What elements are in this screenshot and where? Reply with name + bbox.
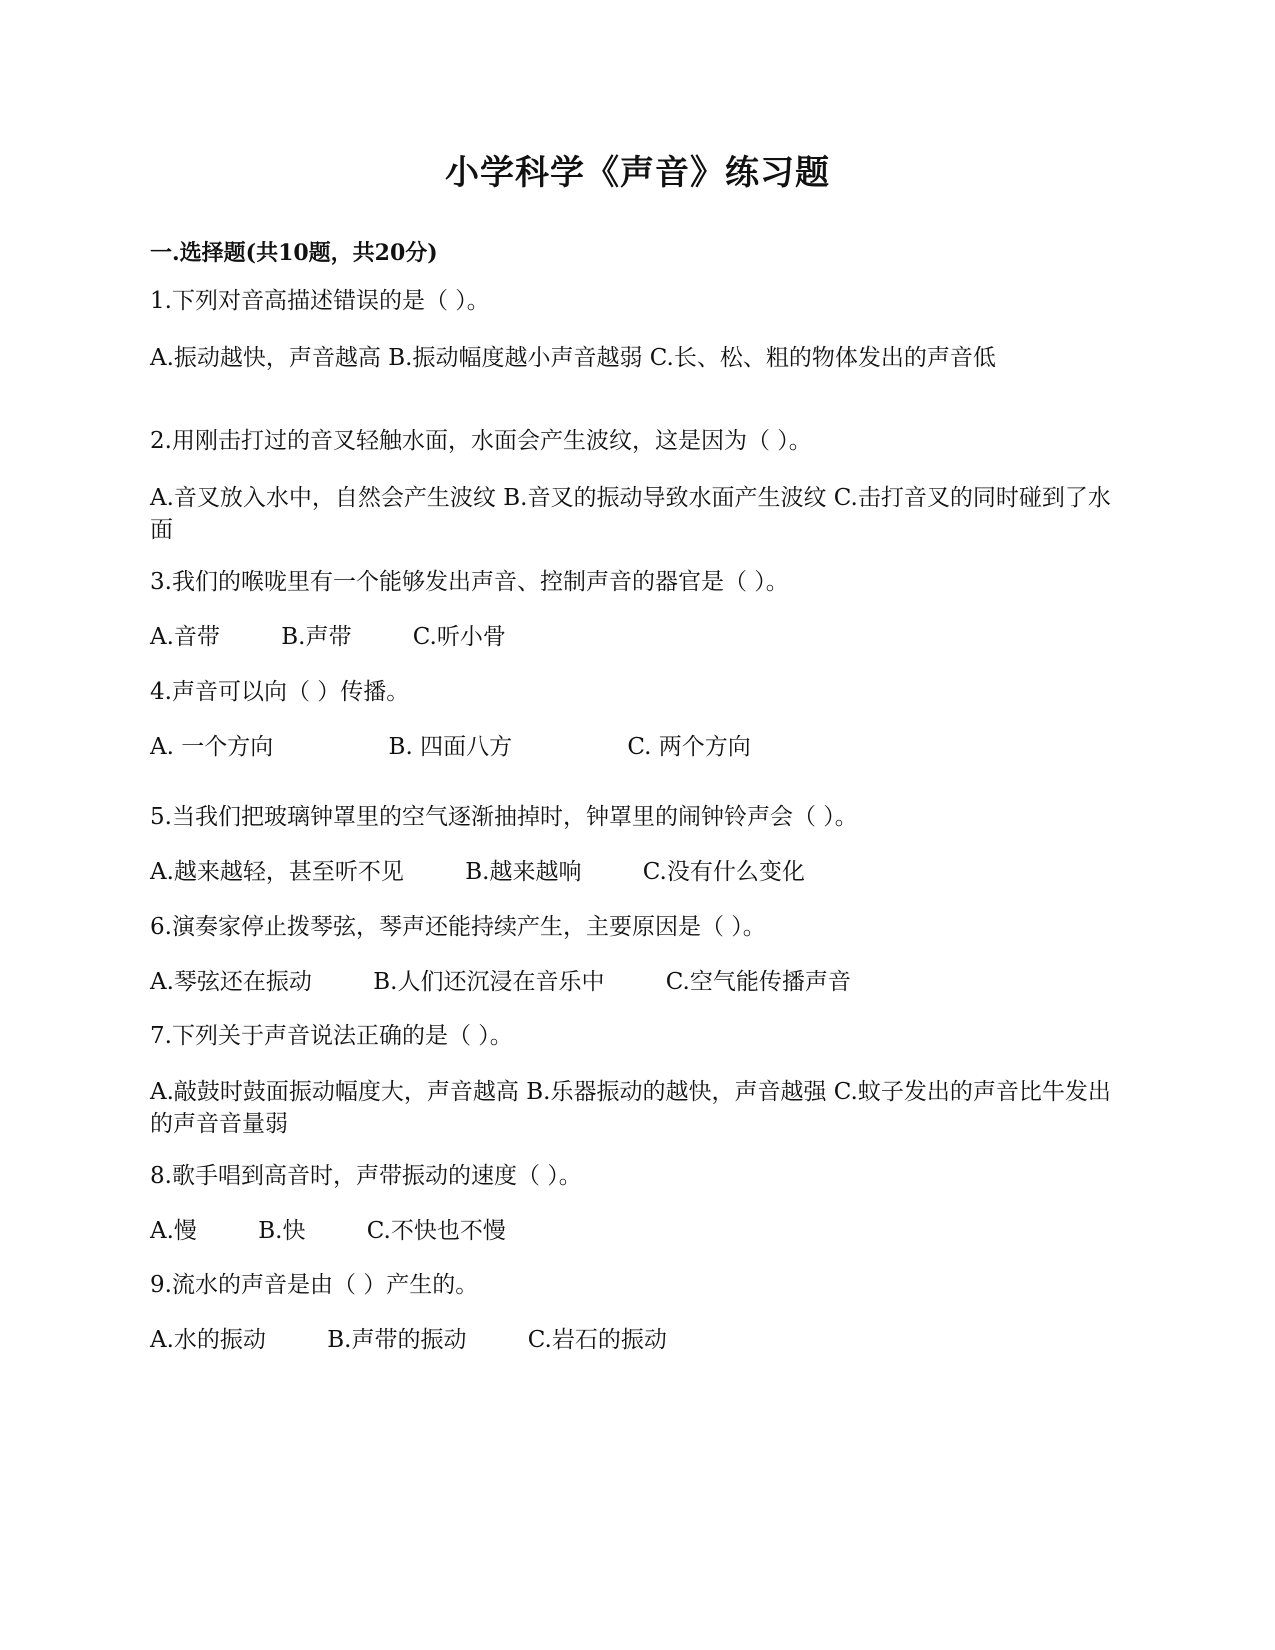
option-c: C. 两个方向	[627, 734, 751, 760]
option-b: B.快	[258, 1218, 306, 1244]
option-a: A. 一个方向	[150, 734, 274, 760]
question-3-stem: 3.我们的喉咙里有一个能够发出声音、控制声音的器官是（ ）。	[150, 569, 789, 595]
option-a: A.越来越轻，甚至听不见	[150, 859, 404, 885]
question-8-options	[150, 1215, 1115, 1247]
question-7-options: A.敲鼓时鼓面振动幅度大，声音越高 B.乐器振动的越快，声音越强 C.蚊子发出的声音比牛发出的声音音量弱	[150, 1079, 1111, 1137]
option-b: B.越来越响	[465, 859, 582, 885]
option-a: A.琴弦还在振动	[150, 969, 312, 995]
option-b: B.声带的振动	[327, 1327, 467, 1353]
question-9-stem: 9.流水的声音是由（ ）产生的。	[150, 1272, 479, 1298]
section-heading: 一.选择题(共10题，共20分)	[150, 240, 438, 266]
question-7-stem: 7.下列关于声音说法正确的是（ ）。	[150, 1023, 513, 1049]
option-c: C.不快也不慢	[366, 1218, 506, 1244]
option-a: A.音带	[150, 624, 220, 650]
option-c: C.听小骨	[412, 624, 506, 650]
question-2-options: A.音叉放入水中，自然会产生波纹 B.音叉的振动导致水面产生波纹 C.击打音叉的同时碰到了水面	[150, 485, 1111, 543]
option-c: C.空气能传播声音	[665, 969, 851, 995]
option-b: B. 四面八方	[388, 734, 513, 760]
question-1-stem: 1.下列对音高描述错误的是（ ）。	[150, 288, 490, 314]
question-4-stem: 4.声音可以向（ ）传播。	[150, 679, 410, 705]
option-b: B.声带	[281, 624, 352, 650]
question-6-options	[150, 966, 1115, 998]
question-8-stem: 8.歌手唱到高音时，声带振动的速度（ ）。	[150, 1163, 582, 1189]
option-a: A.慢	[150, 1218, 197, 1244]
option-c: C.没有什么变化	[642, 859, 805, 885]
page-title: 小学科学《声音》练习题	[445, 153, 830, 193]
question-6-stem: 6.演奏家停止拨琴弦，琴声还能持续产生，主要原因是（ ）。	[150, 914, 766, 940]
option-a: A.水的振动	[150, 1327, 266, 1353]
question-5-options	[150, 856, 1115, 888]
question-9-options	[150, 1324, 1115, 1356]
option-c: C.岩石的振动	[527, 1327, 667, 1353]
question-1-options: A.振动越快，声音越高 B.振动幅度越小声音越弱 C.长、松、粗的物体发出的声音低	[150, 345, 996, 371]
question-4-options	[150, 731, 1115, 763]
option-b: B.人们还沉浸在音乐中	[373, 969, 605, 995]
question-5-stem: 5.当我们把玻璃钟罩里的空气逐渐抽掉时，钟罩里的闹钟铃声会（ ）。	[150, 804, 858, 830]
question-3-options	[150, 621, 1115, 653]
question-2-stem: 2.用刚击打过的音叉轻触水面，水面会产生波纹，这是因为（ ）。	[150, 428, 812, 454]
